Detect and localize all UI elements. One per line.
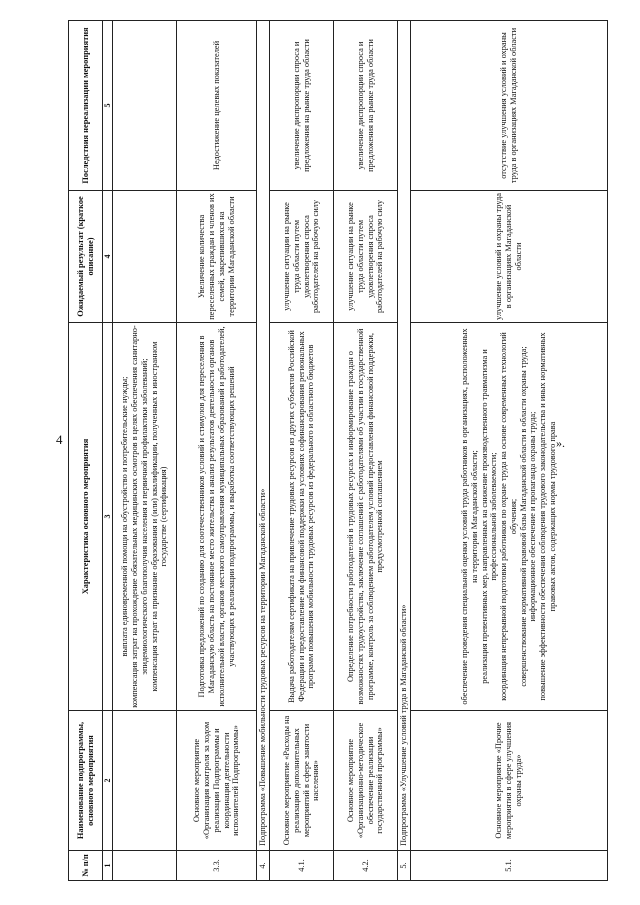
rotated-table-container: [68, 21, 608, 881]
index-cell: 2: [103, 711, 113, 851]
row-characteristic: [410, 323, 607, 711]
row-result: Увеличение количества переселенных граждан и членов их семей, закрепившихся на территории Магаданской области: [177, 191, 257, 323]
char-line: компенсация затрат на признание образования и (или) квалификации, полученных в иностранном государстве (сертификация): [149, 341, 169, 692]
section-num: 5.: [398, 851, 411, 881]
row-name: Основное мероприятие «Организация контроля за ходом реализации Подпрограммы и координация деятельности исполнителей Подпрограммы»: [177, 711, 257, 851]
index-cell: 3: [103, 323, 113, 711]
row-num: 4.2.: [334, 851, 398, 881]
header-name: Наименование подпрограммы, основного мероприятия: [69, 711, 103, 851]
char-line: информационное обеспечение и пропаганда охраны труда;: [528, 411, 538, 622]
section-title: Подпрограмма «Улучшение условий труда в Магаданской области»: [398, 21, 411, 851]
row-characteristic: Выдача работодателям сертификата на привлечение трудовых ресурсов из других субъектов Российской Федерации и предоставление им финансовой поддержки на условиях софинансирования региональных программ повышения мобильности трудовых ресурсов из федерального и областного бюджетов: [270, 323, 334, 711]
row-num: 5.1.: [410, 851, 607, 881]
page-number: 4: [56, 432, 63, 447]
row-name: Основное мероприятие «Прочие мероприятия в сфере улучшения охраны труда»: [410, 711, 607, 851]
index-cell: 1: [103, 851, 113, 881]
table-row-3-3: [177, 21, 257, 881]
header-characteristic: Характеристика основного мероприятия: [69, 323, 103, 711]
section-row-4: [257, 21, 270, 881]
char-line: выплата единовременной помощи на обустройство и потребительские нужды;: [120, 376, 130, 657]
char-line: обеспечение проведения специальной оценки условий труда работников в организациях, расположенных на территории Магаданской области;: [460, 328, 479, 705]
row-consequence: увеличение диспропорции спроса и предложения на рынке труда области: [270, 21, 334, 191]
table-header-row: [69, 21, 103, 881]
header-num: № п/п: [69, 851, 103, 881]
table-row-4-2: [334, 21, 398, 881]
char-line: координация непрерывной подготовки работников по охране труда на основе современных технологий обучения;: [499, 332, 518, 701]
row-name: [113, 711, 177, 851]
row-result: улучшение условий и охраны труда в организациях Магаданской области: [410, 191, 607, 323]
section-row-5: [398, 21, 411, 881]
char-line: повышение эффективности обеспечения соблюдения трудового законодательства и иных нормативных правовых актов, содержащих нормы трудового права: [538, 332, 557, 701]
header-result: Ожидаемый результат (краткое описание): [69, 191, 103, 323]
row-consequence: Недостижение целевых показателей: [177, 21, 257, 191]
char-line: компенсация затрат на прохождение обязательных медицинских осмотров в целях обеспечения санитарно-эпидемиологического благополучия населения и первичной профилактики заболеваний;: [130, 325, 149, 708]
row-consequence: отсутствие улучшения условий и охраны труда в организациях Магаданской области: [410, 21, 607, 191]
header-consequence: Последствия нереализации мероприятия: [69, 21, 103, 191]
table-row-4-1: [270, 21, 334, 881]
row-consequence: [113, 21, 177, 191]
row-num: 4.1.: [270, 851, 334, 881]
row-consequence: увеличение диспропорции спроса и предложения на рынке труда области: [334, 21, 398, 191]
row-result: улучшение ситуации на рынке труда области путем удовлетворения спроса работодателей на рабочую силу: [270, 191, 334, 323]
char-line: реализация превентивных мер, направленных на снижение производственного травматизма и профессиональной заболеваемости;: [479, 349, 499, 684]
row-num: [113, 851, 177, 881]
index-cell: 5: [103, 21, 113, 191]
char-line: совершенствование нормативной правовой базы Магаданской области в области охраны труда;: [518, 346, 528, 687]
row-characteristic: Подготовка предложений по созданию для соотечественников условий и стимулов для переселения в Магаданскую область на постоянное место жительства и анализ результатов деятельности органов исполнительной власти, органов местного самоуправления муниципальных образований и работодателей, участвующих в реализации подпрограммы, и выработка соответствующих решений: [177, 323, 257, 711]
section-num: 4.: [257, 851, 270, 881]
row-characteristic: [113, 323, 177, 711]
section-title: Подпрограмма «Повышение мобильности трудовых ресурсов на территории Магаданской области»: [257, 21, 270, 851]
row-result: [113, 191, 177, 323]
closing-quote-mark: ».: [556, 436, 565, 450]
row-num: 3.3.: [177, 851, 257, 881]
row-name: Основное мероприятие «Расходы на реализацию дополнительных мероприятий в сфере занятости населения»: [270, 711, 334, 851]
table-index-row: [103, 21, 113, 881]
table-row-continued: [113, 21, 177, 881]
table-row-5-1: [410, 21, 607, 881]
index-cell: 4: [103, 191, 113, 323]
row-result: улучшение ситуации на рынке труда области путем удовлетворения спроса работодателей на рабочую силу: [334, 191, 398, 323]
row-name: Основное мероприятие «Организационно-методическое обеспечение реализации государственной программы»: [334, 711, 398, 851]
row-characteristic: Определение потребности работодателей в трудовых ресурсах и информирование граждан о возможностях трудоустройства, заключение соглашений с работодателями об участии в государственной программе, контроль за соблюдением работодателем условий предоставления финансовой поддержки, предусмотренной соглашением: [334, 323, 398, 711]
activities-table: [68, 20, 608, 881]
